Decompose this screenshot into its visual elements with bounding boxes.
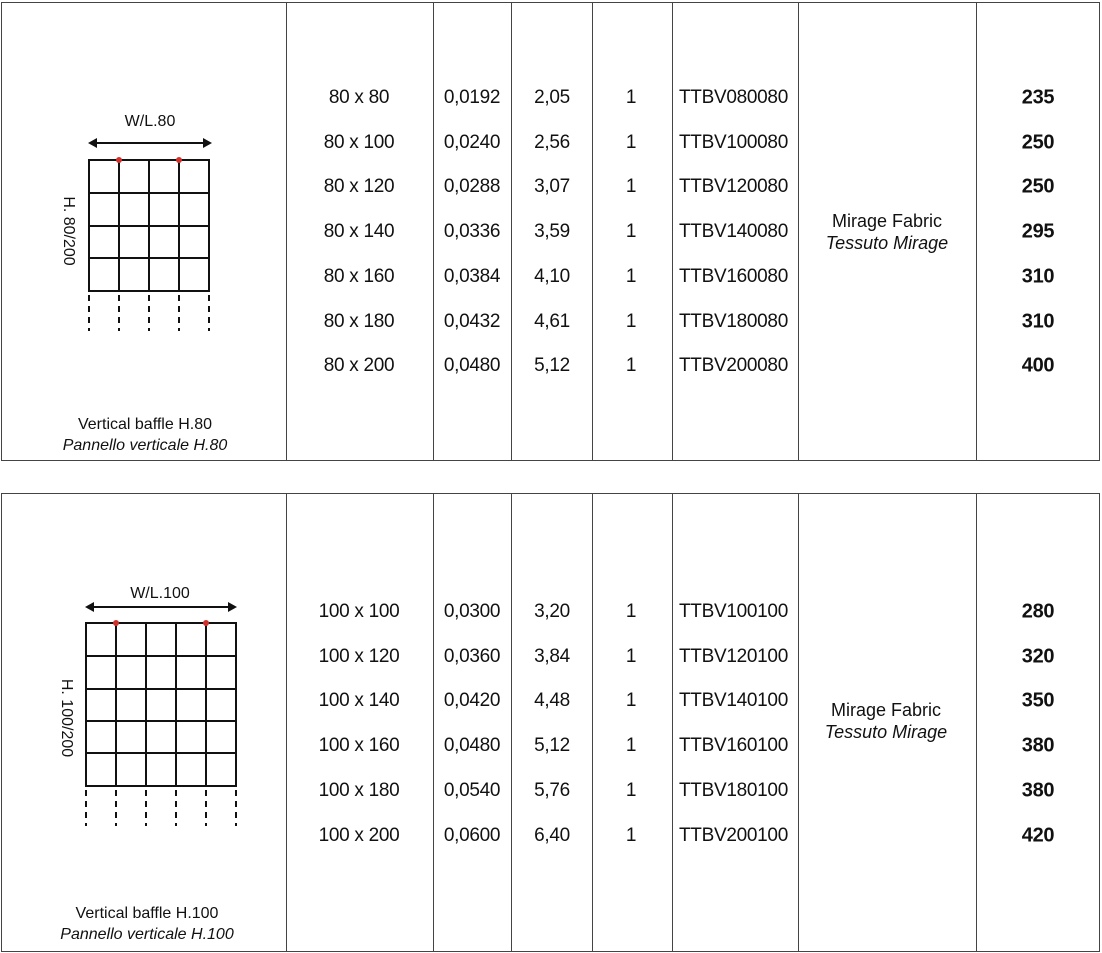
cell-size: 100 x 200 — [318, 824, 400, 846]
height-label: H. 100/200 — [58, 678, 75, 758]
column-divider — [798, 494, 799, 951]
column-divider — [511, 494, 512, 951]
cell-code: TTBV120080 — [679, 176, 788, 198]
mount-point-icon — [116, 157, 122, 163]
fabric-it: Tessuto Mirage — [825, 233, 949, 253]
product-caption — [63, 414, 228, 456]
cell-weight: 3,84 — [534, 645, 570, 667]
column-divider — [511, 3, 512, 460]
cell-quantity: 1 — [625, 310, 637, 332]
cell-price: 380 — [1021, 779, 1055, 802]
cell-size: 100 x 180 — [318, 779, 400, 801]
column-divider — [976, 494, 977, 951]
cell-price: 250 — [1021, 131, 1055, 154]
cell-size: 80 x 100 — [323, 131, 395, 153]
cell-price: 420 — [1021, 824, 1055, 846]
caption-en: Vertical baffle H.80 — [77, 416, 213, 433]
cell-size: 100 x 140 — [318, 690, 400, 712]
cell-size: 80 x 160 — [323, 265, 395, 287]
cell-code: TTBV080080 — [679, 87, 788, 108]
product-table-h80 — [1, 2, 1100, 461]
fabric-it: Tessuto Mirage — [824, 722, 948, 742]
cell-weight: 4,48 — [534, 690, 570, 712]
cell-weight: 4,61 — [534, 310, 570, 332]
cell-price: 320 — [1021, 645, 1055, 668]
cell-volume: 0,0192 — [443, 87, 501, 108]
cell-code: TTBV140100 — [679, 690, 788, 712]
cell-volume: 0,0420 — [443, 690, 501, 712]
cell-price: 350 — [1021, 689, 1055, 712]
mount-point-icon — [176, 157, 182, 163]
width-label: W/L.100 — [130, 585, 190, 602]
cell-weight: 3,20 — [534, 601, 570, 622]
cell-quantity: 1 — [625, 176, 637, 198]
column-divider — [672, 494, 673, 951]
fabric-en: Mirage Fabric — [830, 700, 942, 720]
cell-volume: 0,0300 — [443, 601, 501, 622]
cell-quantity: 1 — [625, 355, 637, 377]
cell-price: 235 — [1021, 86, 1055, 109]
cell-quantity: 1 — [625, 221, 637, 243]
cell-code: TTBV100080 — [679, 131, 788, 153]
cell-volume: 0,0336 — [443, 221, 501, 243]
cell-price: 295 — [1021, 220, 1055, 243]
baffle-diagram-h100 — [2, 494, 287, 953]
cell-volume: 0,0384 — [443, 265, 501, 287]
cell-quantity: 1 — [625, 601, 637, 622]
cell-code: TTBV180080 — [679, 310, 788, 332]
cell-volume: 0,0600 — [443, 824, 501, 846]
column-divider — [592, 3, 593, 460]
cell-code: TTBV200100 — [679, 824, 788, 846]
column-divider — [433, 3, 434, 460]
column-divider — [433, 494, 434, 951]
height-label: H. 80/200 — [60, 196, 77, 266]
cell-price: 250 — [1021, 175, 1055, 198]
cell-code: TTBV180100 — [679, 779, 788, 801]
column-divider — [592, 494, 593, 951]
width-label: W/L.80 — [124, 113, 176, 130]
cell-quantity: 1 — [625, 735, 637, 757]
mount-point-icon — [203, 620, 209, 626]
cell-code: TTBV100100 — [679, 601, 788, 622]
cell-code: TTBV200080 — [679, 355, 788, 377]
cell-size: 80 x 80 — [328, 87, 390, 108]
cell-volume: 0,0480 — [443, 735, 501, 757]
cell-weight: 5,12 — [534, 355, 570, 377]
cell-price: 380 — [1021, 734, 1055, 757]
cell-price: 310 — [1021, 310, 1055, 332]
fabric-label — [826, 210, 948, 254]
column-divider — [798, 3, 799, 460]
column-divider — [976, 3, 977, 460]
cell-price: 400 — [1021, 354, 1055, 377]
cell-size: 80 x 200 — [323, 355, 395, 377]
cell-code: TTBV120100 — [679, 645, 788, 667]
cell-weight: 5,76 — [534, 779, 570, 801]
cell-weight: 3,07 — [534, 176, 570, 198]
cell-weight: 5,12 — [534, 735, 570, 757]
cell-quantity: 1 — [625, 265, 637, 287]
cell-quantity: 1 — [625, 87, 637, 108]
baffle-diagram-h80 — [2, 3, 287, 462]
fabric-label — [825, 699, 947, 743]
cell-code: TTBV160080 — [679, 265, 788, 287]
cell-size: 80 x 140 — [323, 221, 395, 243]
column-divider — [672, 3, 673, 460]
cell-weight: 2,05 — [534, 87, 570, 108]
mount-point-icon — [113, 620, 119, 626]
cell-size: 80 x 180 — [323, 310, 395, 332]
cell-weight: 6,40 — [534, 824, 570, 846]
cell-code: TTBV140080 — [679, 221, 788, 243]
cell-weight: 2,56 — [534, 131, 570, 153]
fabric-en: Mirage Fabric — [831, 211, 943, 231]
cell-quantity: 1 — [625, 779, 637, 801]
cell-volume: 0,0360 — [443, 645, 501, 667]
cell-quantity: 1 — [625, 131, 637, 153]
caption-it: Pannello verticale H.100 — [60, 926, 234, 943]
cell-price: 280 — [1021, 600, 1055, 623]
cell-quantity: 1 — [625, 645, 637, 667]
cell-size: 100 x 160 — [318, 735, 400, 757]
cell-quantity: 1 — [625, 824, 637, 846]
caption-it: Pannello verticale H.80 — [62, 437, 228, 454]
cell-volume: 0,0540 — [443, 779, 501, 801]
cell-weight: 4,10 — [534, 265, 570, 287]
cell-code: TTBV160100 — [679, 735, 788, 757]
cell-size: 100 x 100 — [318, 601, 400, 622]
cell-volume: 0,0432 — [443, 310, 501, 332]
cell-size: 100 x 120 — [318, 645, 400, 667]
cell-quantity: 1 — [625, 690, 637, 712]
cell-size: 80 x 120 — [323, 176, 395, 198]
caption-en: Vertical baffle H.100 — [75, 905, 219, 922]
cell-price: 310 — [1021, 265, 1055, 288]
cell-volume: 0,0240 — [443, 131, 501, 153]
cell-volume: 0,0480 — [443, 355, 501, 377]
product-table-h100 — [1, 493, 1100, 952]
cell-weight: 3,59 — [534, 221, 570, 243]
product-caption — [60, 903, 233, 945]
cell-volume: 0,0288 — [443, 176, 501, 198]
